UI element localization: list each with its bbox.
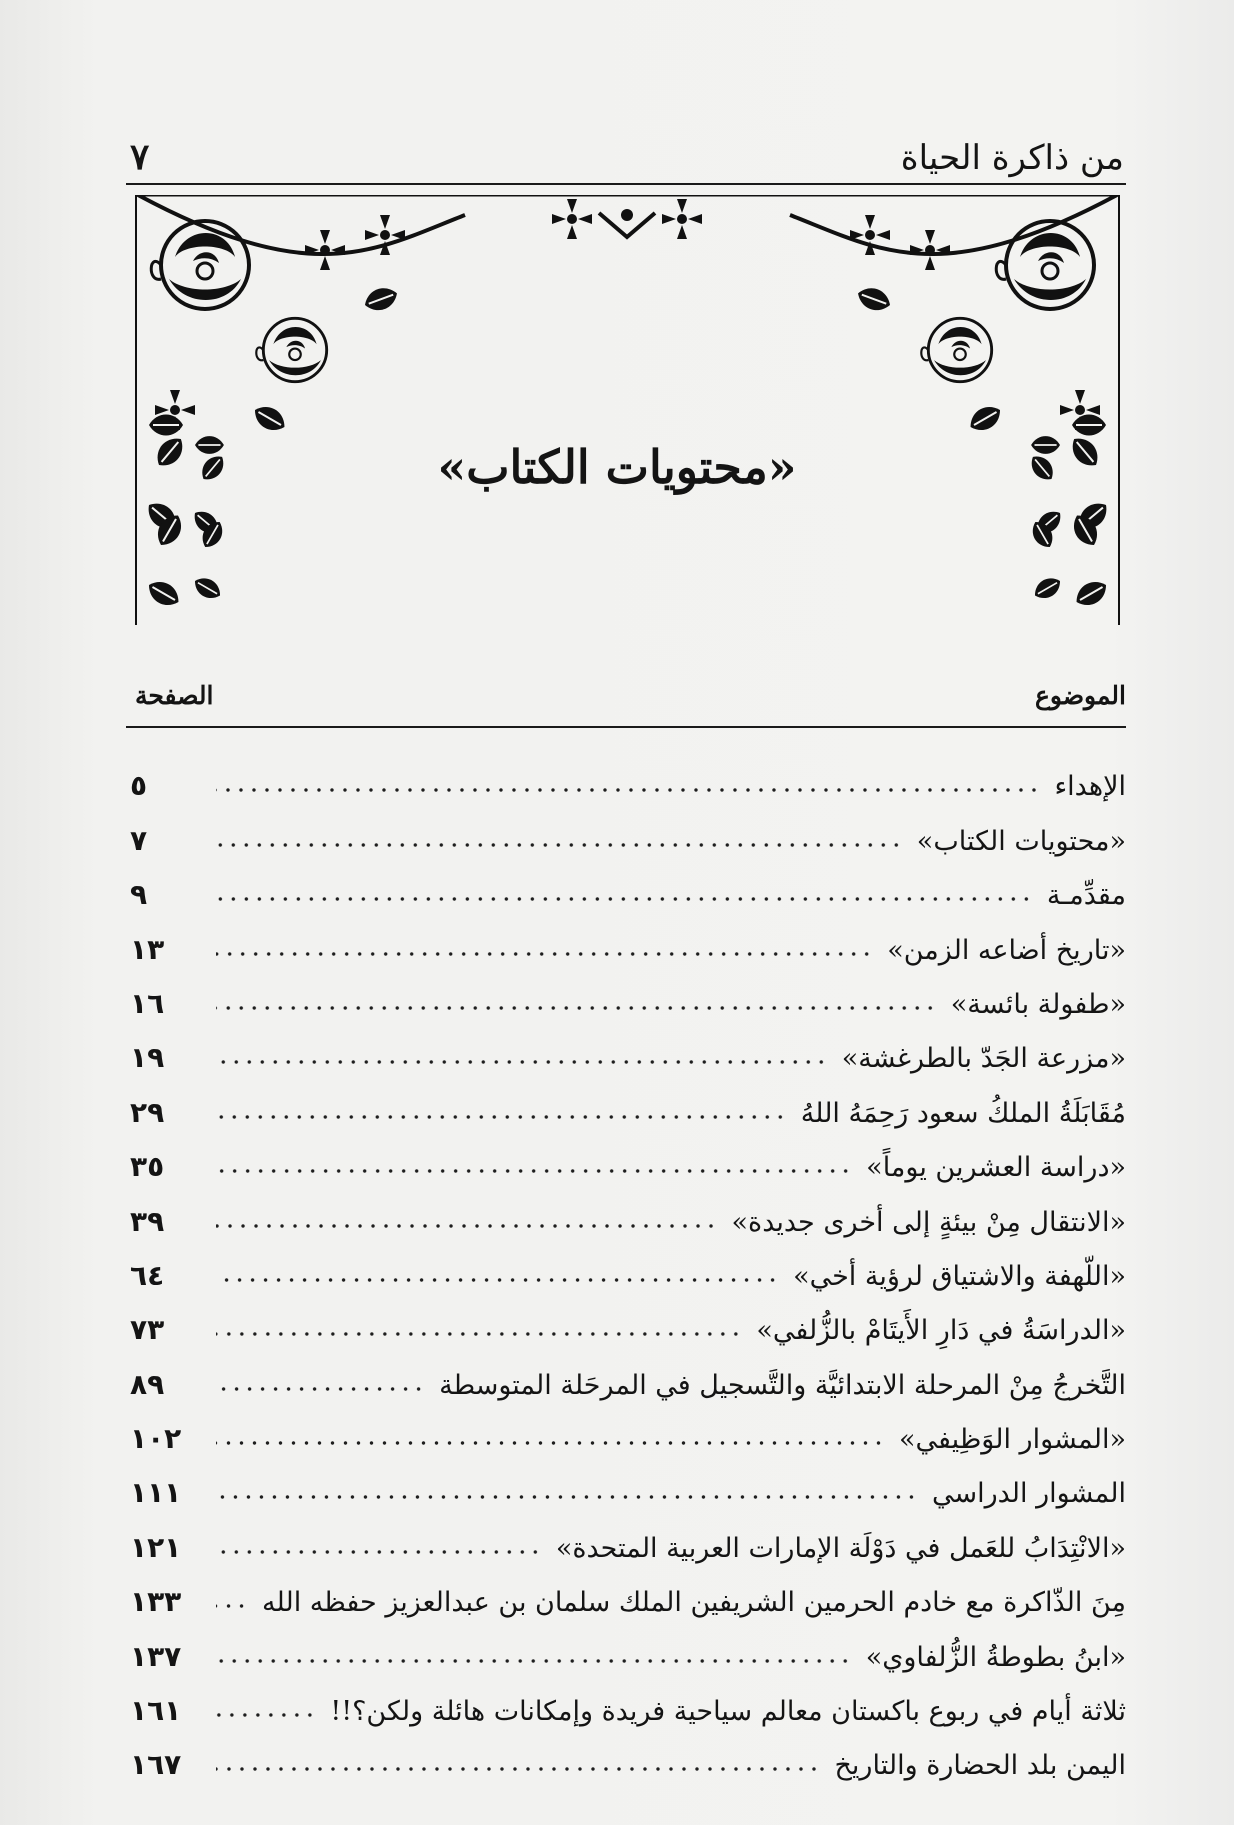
dot-leader: [216, 1169, 852, 1173]
dot-leader: [216, 1441, 885, 1445]
toc-entry-title: مُقَابَلَةُ الملكُ سعود رَحِمَهُ اللهُ: [800, 1097, 1126, 1129]
toc-entry: [130, 1292, 1126, 1346]
toc-entry: [130, 911, 1126, 965]
toc-entry: [130, 802, 1126, 856]
toc-entry-page: ٩: [130, 878, 148, 912]
toc-entry-title: اليمن بلد الحضارة والتاريخ: [834, 1750, 1126, 1782]
toc-entry-page: ٢٩: [130, 1095, 165, 1129]
contents-title: «محتويات الكتاب»: [437, 440, 797, 494]
toc-entry-title: مقدِّمـة: [1046, 880, 1126, 912]
toc-entry-title: الإهداء: [1054, 771, 1126, 803]
toc-entry-title: التَّخرجُ مِنْ المرحلة الابتدائيَّة والتَّسجيل في المرحَلة المتوسطة: [439, 1369, 1126, 1401]
toc-entry-page: ١٠٢: [130, 1422, 182, 1456]
toc-entry-page: ١٣: [130, 932, 165, 966]
toc-entry-page: ١٩: [130, 1041, 165, 1075]
toc-entry: [130, 1673, 1126, 1727]
dot-leader: [216, 1387, 425, 1391]
toc-entry-title: «ابنُ بطوطةُ الزُّلفاوي»: [865, 1641, 1126, 1673]
toc-entry-page: ٧٣: [130, 1313, 165, 1347]
toc-entry-page: ٨٩: [130, 1367, 165, 1401]
book-title: من ذاكرة الحياة: [900, 138, 1124, 178]
toc-entry: [130, 1238, 1126, 1292]
toc-entry-page: ١٣٣: [130, 1585, 182, 1619]
dot-leader: [216, 1767, 820, 1771]
dot-leader: [216, 1332, 742, 1336]
dot-leader: [216, 1006, 937, 1010]
dot-leader: [216, 1550, 542, 1554]
toc-entry: [130, 857, 1126, 911]
toc-entry-page: ١٢١: [130, 1530, 182, 1564]
toc-entry-title: «اللّهفة والاشتياق لرؤية أخي»: [793, 1260, 1126, 1292]
toc-entry: [130, 1727, 1126, 1781]
toc-entry-title: «تاريخ أضاعه الزمن»: [887, 934, 1126, 966]
toc-entry: [130, 1183, 1126, 1237]
toc-entry-title: «مزرعة الجَدّ بالطرغشة»: [841, 1043, 1126, 1075]
page-number: ٧: [130, 136, 150, 178]
toc-entry-title: «الانْتِدَابُ للعَمل في دَوْلَة الإمارات العربية المتحدة»: [555, 1532, 1126, 1564]
toc-entry-title: مِنَ الذّاكرة مع خادم الحرمين الشريفين الملك سلمان بن عبدالعزيز حفظه الله: [262, 1587, 1126, 1619]
toc-entry-page: ٦٤: [130, 1258, 165, 1292]
toc-entry: [130, 966, 1126, 1020]
dot-leader: [216, 1713, 316, 1717]
header-rule: [126, 183, 1126, 185]
dot-leader: [216, 952, 873, 956]
toc-entry-title: «محتويات الكتاب»: [916, 825, 1126, 857]
dot-leader: [216, 1278, 779, 1282]
toc-entry: [130, 1346, 1126, 1400]
dot-leader: [216, 1604, 248, 1608]
toc-entry: [130, 1401, 1126, 1455]
toc-entry-title: «المشوار الوَظِيفي»: [898, 1424, 1126, 1456]
table-of-contents: [130, 748, 1126, 1781]
dot-leader: [216, 1659, 852, 1663]
toc-entry-title: ثلاثة أيام في ربوع باكستان معالم سياحية فريدة وإمكانات هائلة ولكن؟!!: [330, 1696, 1126, 1728]
dot-leader: [216, 843, 903, 847]
toc-entry: [130, 1020, 1126, 1074]
dot-leader: [216, 1224, 718, 1228]
toc-entry-title: المشوار الدراسي: [931, 1478, 1126, 1510]
toc-entry: [130, 1455, 1126, 1509]
toc-entry-title: «الدراسَةُ في دَارِ الأَيتَامْ بالزُّلفي»: [756, 1315, 1126, 1347]
column-rule: [126, 726, 1126, 728]
toc-entry-page: ١٣٧: [130, 1639, 182, 1673]
toc-entry-page: ٣٩: [130, 1204, 165, 1238]
dot-leader: [216, 897, 1033, 901]
toc-entry-title: «طفولة بائسة»: [950, 988, 1126, 1020]
toc-entry-page: ١٦: [130, 986, 165, 1020]
dot-leader: [216, 788, 1040, 792]
running-head: [130, 128, 1124, 178]
page-column-header: الصفحة: [135, 680, 214, 710]
toc-entry-title: «الانتقال مِنْ بيئةٍ إلى أخرى جديدة»: [731, 1206, 1126, 1238]
toc-entry: [130, 1509, 1126, 1563]
toc-entry-page: ٥: [130, 769, 148, 803]
toc-entry-page: ١٦٧: [130, 1748, 182, 1782]
toc-entry: [130, 1129, 1126, 1183]
toc-entry-page: ١١١: [130, 1476, 182, 1510]
dot-leader: [216, 1060, 828, 1064]
toc-entry-page: ٣٥: [130, 1150, 165, 1184]
toc-entry-page: ٧: [130, 823, 148, 857]
toc-entry: [130, 1618, 1126, 1672]
dot-leader: [216, 1115, 787, 1119]
toc-entry: [130, 1564, 1126, 1618]
column-headers: [135, 672, 1126, 718]
dot-leader: [216, 1495, 918, 1499]
toc-entry: [130, 1074, 1126, 1128]
toc-entry: [130, 748, 1126, 802]
toc-entry-title: «دراسة العشرين يوماً»: [866, 1152, 1126, 1184]
toc-entry-page: ١٦١: [130, 1694, 182, 1728]
floral-ornament-frame: [135, 195, 1120, 625]
topic-column-header: الموضوع: [1035, 680, 1126, 710]
